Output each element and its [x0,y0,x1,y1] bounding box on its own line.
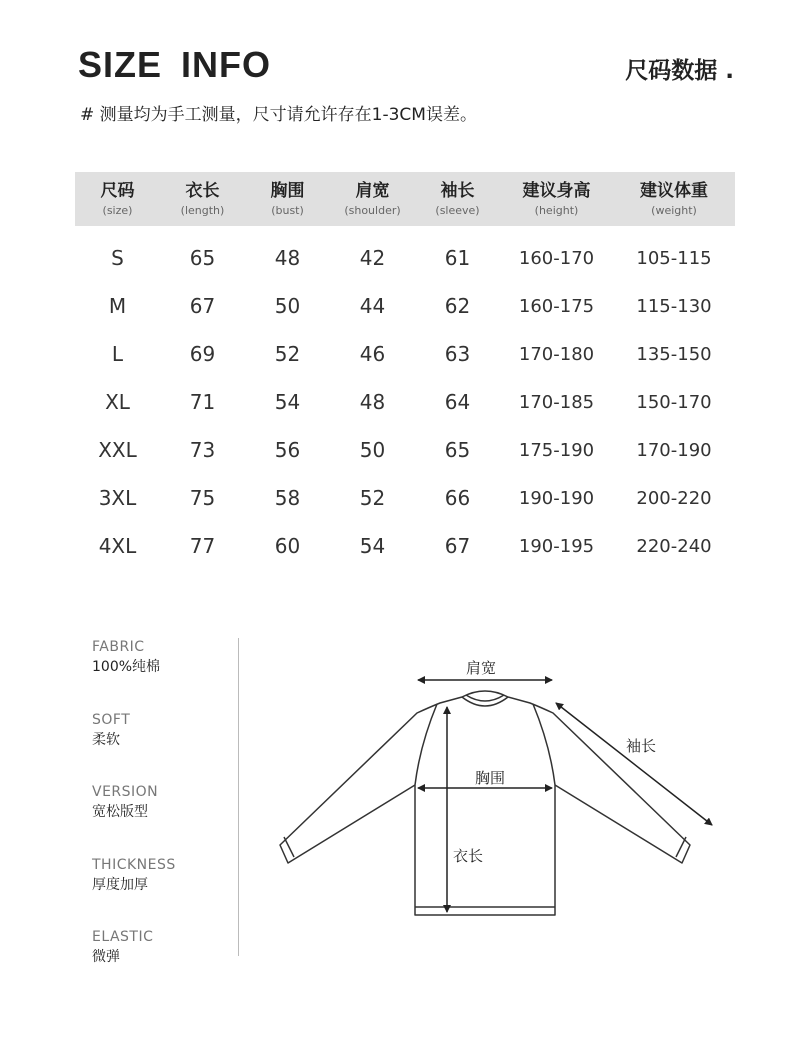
table-cell: S [111,246,124,270]
property-value: 柔软 [92,731,120,748]
column-header-en: (bust) [271,204,304,217]
bust-label: 胸围 [475,769,506,787]
sleeve-arrow [556,703,712,825]
column-header-en: (height) [534,204,579,217]
table-cell: 175-190 [518,439,595,461]
table-row [75,378,735,426]
right-cuff [676,837,686,857]
column-header-en: (shoulder) [344,204,401,217]
table-cell: 160-175 [518,295,595,317]
table-row [75,522,735,570]
table-cell: 50 [274,294,301,318]
table-cell: 54 [359,534,386,558]
table-cell: 105-115 [636,247,712,269]
table-cell: 200-220 [636,487,712,509]
column-header-cn: 建议体重 [640,181,708,201]
table-cell: M [108,294,127,318]
property-name: SOFT [92,711,131,728]
column-header-height [500,172,613,226]
property-version [92,782,232,855]
length-label: 衣长 [453,847,484,865]
column-header-bust [245,172,330,226]
property-value: 厚度加厚 [92,876,148,893]
right-sleeve [508,697,690,863]
table-cell: XXL [98,438,137,462]
table-cell: 52 [274,342,301,366]
table-cell: 220-240 [636,535,712,557]
table-cell: 115-130 [636,295,712,317]
property-fabric [92,637,232,710]
shirt-body [415,785,555,915]
table-cell: 65 [189,246,216,270]
shoulder-label: 肩宽 [466,659,497,677]
table-cell: 75 [189,486,216,510]
page-title-cn: 尺码数据 . [625,58,734,84]
column-header-en: (length) [180,204,225,217]
column-header-cn: 尺码 [100,181,135,201]
table-row [75,426,735,474]
table-cell: 48 [359,390,386,414]
table-cell: 73 [189,438,216,462]
measurement-note: # 测量均为手工测量，尺寸请允许存在1-3CM误差。 [80,105,477,125]
table-cell: 63 [444,342,471,366]
table-cell: XL [105,390,130,414]
table-cell: 150-170 [636,391,712,413]
column-header-cn: 衣长 [185,181,220,201]
table-cell: 69 [189,342,216,366]
left-sleeve [280,697,462,863]
table-cell: 64 [444,390,471,414]
property-name: ELASTIC [92,929,154,945]
column-header-length [160,172,245,226]
table-cell: 50 [359,438,386,462]
table-cell: 48 [274,246,301,270]
column-header-en: (size) [102,204,133,217]
left-cuff [284,837,294,857]
table-cell: 54 [274,390,301,414]
table-cell: 61 [444,246,471,270]
table-row [75,474,735,522]
column-header-weight [613,172,735,226]
table-cell: 60 [274,534,301,558]
column-header-cn: 袖长 [440,181,475,201]
table-row [75,330,735,378]
table-cell: 65 [444,438,471,462]
table-cell: 3XL [98,486,137,510]
table-cell: 135-150 [636,343,712,365]
vertical-divider [238,638,239,956]
table-cell: 66 [444,486,471,510]
size-table-header [75,172,735,226]
table-cell: 160-170 [518,247,595,269]
table-cell: L [111,342,124,366]
table-cell: 44 [359,294,386,318]
table-row [75,282,735,330]
property-name: VERSION [92,784,159,800]
table-cell: 170-185 [518,391,595,413]
page-title: SIZE INFO [78,44,272,85]
table-cell: 58 [274,486,301,510]
table-row [75,226,735,282]
column-header-cn: 胸围 [270,181,305,201]
table-cell: 190-190 [518,487,595,509]
property-value: 宽松版型 [92,804,148,820]
longsleeve-shirt-illustration [270,645,730,935]
property-value: 100%纯棉 [92,659,161,675]
fabric-properties [92,637,232,1000]
table-cell: 4XL [98,534,137,558]
property-soft [92,710,232,783]
table-cell: 46 [359,342,386,366]
column-header-en: (sleeve) [435,204,480,217]
size-table [75,172,735,570]
property-name: THICKNESS [92,856,176,873]
left-armhole [415,704,437,785]
property-value: 微弹 [92,949,120,965]
table-cell: 67 [444,534,471,558]
table-cell: 170-180 [518,343,595,365]
column-header-cn: 建议身高 [522,181,591,201]
garment-diagram [270,645,730,935]
column-header-cn: 肩宽 [355,181,390,201]
table-cell: 190-195 [518,535,595,557]
table-cell: 170-190 [636,439,712,461]
table-cell: 56 [274,438,301,462]
column-header-shoulder [330,172,415,226]
table-cell: 62 [444,294,471,318]
right-armhole [533,704,555,785]
table-cell: 42 [359,246,386,270]
property-name: FABRIC [92,639,145,655]
table-cell: 71 [189,390,216,414]
column-header-en: (weight) [651,204,697,217]
property-elastic [92,927,232,1000]
table-cell: 77 [189,534,216,558]
table-cell: 67 [189,294,216,318]
column-header-sleeve [415,172,500,226]
sleeve-label: 袖长 [626,737,657,755]
collar-inner [466,695,504,701]
property-thickness [92,855,232,928]
table-cell: 52 [359,486,386,510]
column-header-size [75,172,160,226]
